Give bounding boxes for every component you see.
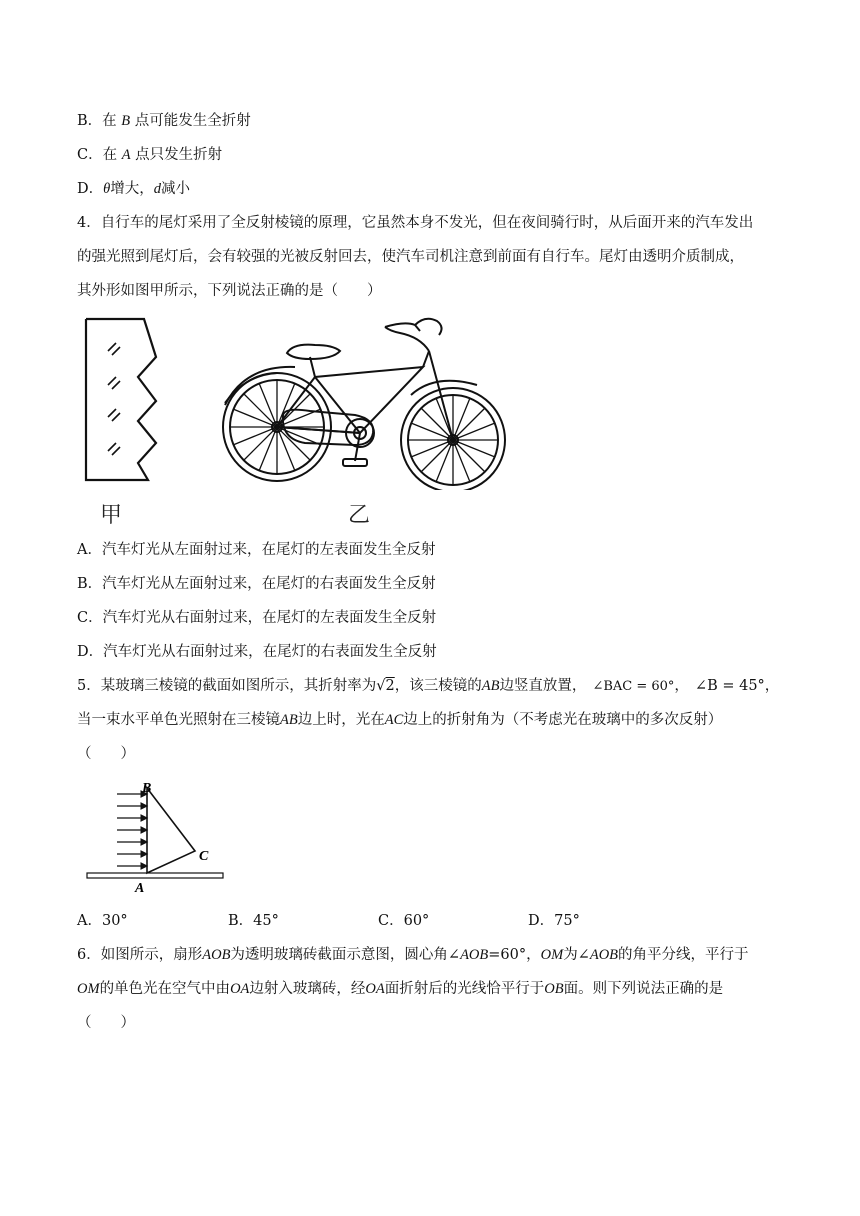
q6-stem-line2: OM的单色光在空气中由OA边射入玻璃砖，经OA面折射后的光线恰平行于OB面。则下列说法正确的是 xyxy=(77,981,724,997)
q3-option-c: C．在 A 点只发生折射 xyxy=(77,147,223,163)
prism-figure xyxy=(85,778,225,896)
prism-label-a: A xyxy=(135,881,145,896)
q4-stem-line2: 的强光照到尾灯后，会有较强的光被反射回去，使汽车司机注意到前面有自行车。尾灯由透明介质制成， xyxy=(77,249,744,265)
q4-option-a: A．汽车灯光从左面射过来，在尾灯的左表面发生全反射 xyxy=(77,542,436,558)
q5-option-b: B．45° xyxy=(228,913,279,929)
q4-option-d: D．汽车灯光从右面射过来，在尾灯的右表面发生全反射 xyxy=(77,644,437,660)
q6-answer-bracket: （ ） xyxy=(77,1015,135,1031)
q3-option-b: B．在 B 点可能发生全折射 xyxy=(77,113,251,129)
q4-option-c: C．汽车灯光从右面射过来，在尾灯的左表面发生全反射 xyxy=(77,610,437,626)
q4-option-b: B．汽车灯光从左面射过来，在尾灯的右表面发生全反射 xyxy=(77,576,436,592)
prism-label-b: B xyxy=(142,781,152,796)
q5-option-c: C．60° xyxy=(378,913,430,929)
prism-label-c: C xyxy=(199,849,209,864)
q3-option-d: D．θ增大，d减小 xyxy=(77,181,191,197)
q5-option-a: A．30° xyxy=(77,913,128,929)
q4-stem-line1: 4．自行车的尾灯采用了全反射棱镜的原理，它虽然本身不发光，但在夜间骑行时，从后面开来的汽车发出 xyxy=(77,215,754,231)
figure-label-yi: 乙 xyxy=(348,503,371,528)
sqrt-symbol: √2 xyxy=(376,678,395,694)
tail-light-figure xyxy=(80,315,162,485)
q6-stem-line1: 6．如图所示，扇形AOB为透明玻璃砖截面示意图，圆心角∠AOB=60°，OM为∠AOB的角平分线，平行于 xyxy=(77,947,749,963)
q5-answer-bracket: （ ） xyxy=(77,746,135,762)
figure-label-jia: 甲 xyxy=(100,503,123,528)
q5-stem-line1: 5．某玻璃三棱镜的截面如图所示，其折射率为√2，该三棱镜的AB边竖直放置， ∠BAC = 60°， ∠B = 45°， xyxy=(77,678,780,694)
q4-stem-line3: 其外形如图甲所示，下列说法正确的是（ ） xyxy=(77,283,382,299)
q5-option-d: D．75° xyxy=(528,913,580,929)
q5-stem-line2: 当一束水平单色光照射在三棱镜AB边上时，光在AC边上的折射角为（不考虑光在玻璃中的多次反射） xyxy=(77,712,723,728)
bicycle-figure xyxy=(215,315,510,490)
